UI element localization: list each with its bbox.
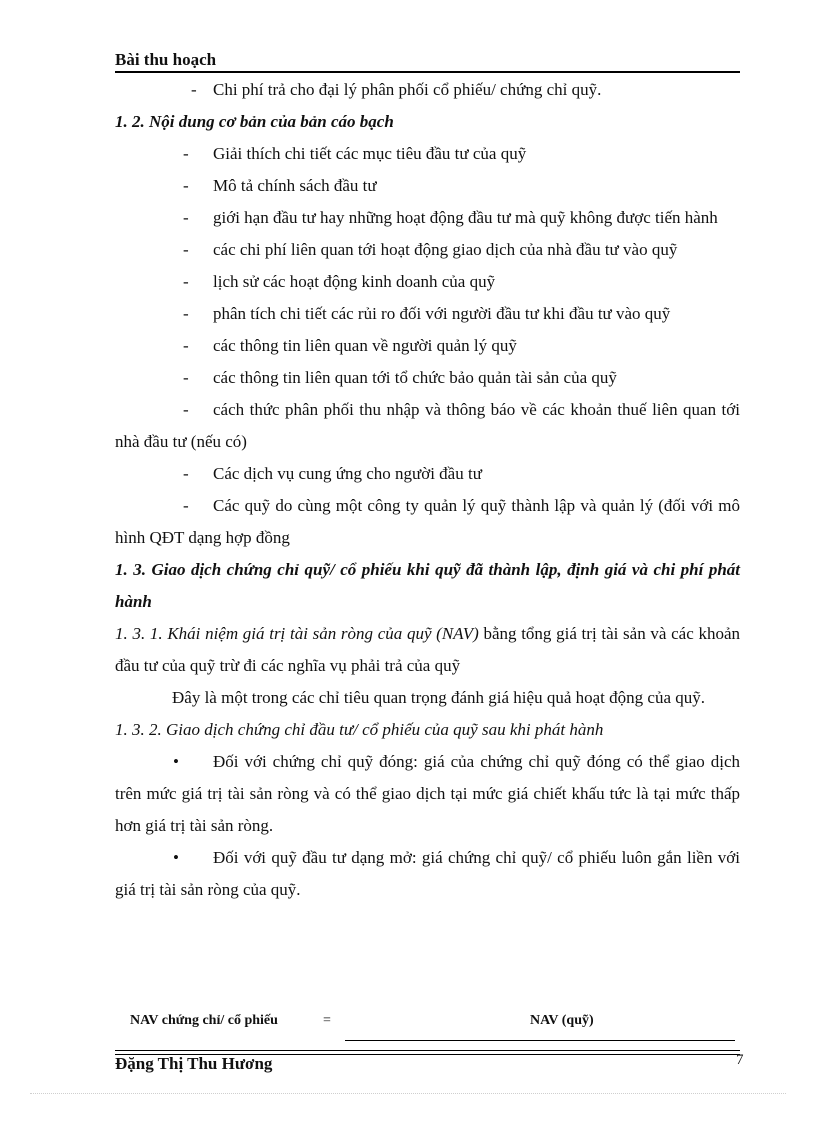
list-item: - phân tích chi tiết các rủi ro đối với người đầu tư khi đầu tư vào quỹ bbox=[115, 298, 740, 330]
fraction-line bbox=[345, 1040, 735, 1041]
list-item: - Các quỹ do cùng một công ty quản lý quỹ thành lập và quản lý (đối với mô hình QĐT dạng hợp đồng bbox=[115, 490, 740, 554]
dash-marker: - bbox=[183, 144, 189, 163]
dash-marker: - bbox=[183, 336, 189, 355]
dash-marker: - bbox=[183, 208, 189, 227]
list-item: - cách thức phân phối thu nhập và thông báo về các khoản thuế liên quan tới nhà đầu tư (nếu có) bbox=[115, 394, 740, 458]
section-heading-1-3: 1. 3. Giao dịch chứng chỉ quỹ/ cổ phiếu khi quỹ đã thành lập, định giá và chi phí phát hành bbox=[115, 560, 740, 611]
list-item: - Mô tả chính sách đầu tư bbox=[115, 170, 740, 202]
header-title: Bài thu hoạch bbox=[115, 50, 217, 69]
nav-paragraph: Đây là một trong các chỉ tiêu quan trọng đánh giá hiệu quả hoạt động của quỹ. bbox=[172, 688, 705, 707]
list-item: - Các dịch vụ cung ứng cho người đầu tư bbox=[115, 458, 740, 490]
formula-lhs: NAV chứng chỉ/ cổ phiếu bbox=[130, 1013, 278, 1028]
page-number: 7 bbox=[736, 1052, 744, 1068]
list-item: - giới hạn đầu tư hay những hoạt động đầu tư mà quỹ không được tiến hành bbox=[115, 202, 740, 234]
dash-marker: - bbox=[183, 464, 189, 483]
dash-marker: - bbox=[183, 240, 189, 259]
subsection-title-1-3-1: 1. 3. 1. Khái niệm giá trị tài sản ròng của quỹ (NAV) bbox=[115, 624, 479, 643]
list-item: - các chi phí liên quan tới hoạt động giao dịch của nhà đầu tư vào quỹ bbox=[115, 234, 740, 266]
subsection-title-1-3-2: 1. 3. 2. Giao dịch chứng chỉ đầu tư/ cổ phiếu của quỹ sau khi phát hành bbox=[115, 720, 604, 739]
dash-marker: - bbox=[183, 176, 189, 195]
page-break-divider bbox=[30, 1093, 786, 1094]
bullet-marker: • bbox=[173, 752, 179, 771]
list-item: - Giải thích chi tiết các mục tiêu đầu tư của quỹ bbox=[115, 138, 740, 170]
bullet-marker: • bbox=[173, 848, 179, 867]
list-item: - các thông tin liên quan về người quản lý quỹ bbox=[115, 330, 740, 362]
dash-marker: - bbox=[191, 80, 197, 99]
dash-marker: - bbox=[183, 496, 189, 515]
formula-equals: = bbox=[323, 1013, 331, 1028]
bullet-item: • Đối với quỹ đầu tư dạng mở: giá chứng chỉ quỹ/ cổ phiếu luôn gắn liền với giá trị tài sản ròng của quỹ. bbox=[115, 842, 740, 906]
nav-definition: 1. 3. 1. Khái niệm giá trị tài sản ròng của quỹ (NAV) bằng tổng giá trị tài sản và các khoản đầu tư của quỹ trừ đi các nghĩa vụ phải trả của quỹ bbox=[115, 624, 740, 675]
list-item: - các thông tin liên quan tới tổ chức bảo quản tài sản của quỹ bbox=[115, 362, 740, 394]
bullet-item: • Đối với chứng chỉ quỹ đóng: giá của chứng chỉ quỹ đóng có thể giao dịch trên mức giá trị tài sản ròng và có thể giao dịch tại mức giá chiết khấu tức là tại mức thấp hơn giá trị tài sản ròng. bbox=[115, 746, 740, 842]
dash-marker: - bbox=[183, 272, 189, 291]
section-heading-1-2: 1. 2. Nội dung cơ bản của bản cáo bạch bbox=[115, 112, 394, 131]
list-item: - Chi phí trả cho đại lý phân phối cổ phiếu/ chứng chỉ quỹ. bbox=[115, 74, 740, 106]
list-item: - lịch sử các hoạt động kinh doanh của quỹ bbox=[115, 266, 740, 298]
dash-marker: - bbox=[183, 304, 189, 323]
formula-rhs: NAV (quỹ) bbox=[530, 1013, 594, 1028]
footer-author: Đặng Thị Thu Hương bbox=[115, 1054, 273, 1073]
dash-marker: - bbox=[183, 368, 189, 387]
document-body bbox=[115, 74, 740, 906]
header-rule bbox=[115, 71, 740, 73]
dash-marker: - bbox=[183, 400, 189, 419]
